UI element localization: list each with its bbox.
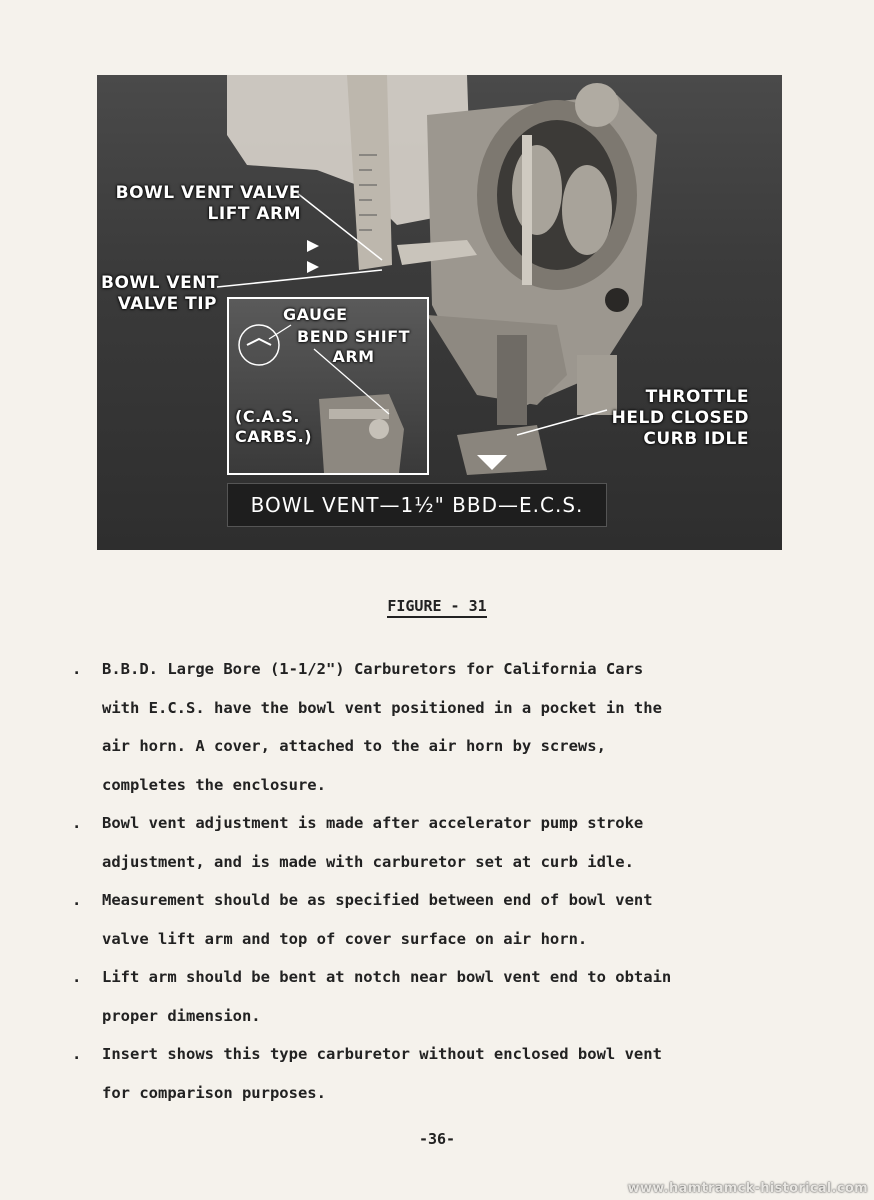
callout-line: VALVE TIP (117, 294, 217, 314)
callout-line: ARM (332, 347, 375, 366)
callout-line: GAUGE (283, 305, 348, 324)
page-number: -36- (418, 1130, 456, 1148)
cas-carbs-inset (227, 297, 429, 475)
bullet-line: Lift arm should be bent at notch near bowl vent end to obtain (102, 968, 672, 986)
callout-bowl-vent-valve-tip (101, 273, 220, 315)
bullet-item (72, 804, 812, 881)
bullet-marker: . (72, 814, 82, 832)
callout-line: BOWL VENT (101, 273, 220, 293)
inset-cas-carbs-label (235, 407, 312, 447)
callout-line: BOWL VENT VALVE (115, 183, 301, 203)
bullet-line: valve lift arm and top of cover surface on air horn. (102, 929, 588, 948)
bullet-list (72, 650, 812, 1112)
bullet-line: Measurement should be as specified between end of bowl vent (102, 891, 653, 909)
bullet-line: Bowl vent adjustment is made after accelerator pump stroke (102, 814, 644, 832)
bullet-item (72, 1035, 812, 1112)
bullet-line: air horn. A cover, attached to the air horn by screws, (102, 737, 606, 755)
callout-line: HELD CLOSED (611, 408, 749, 428)
bullet-marker: . (72, 968, 82, 986)
bullet-item (72, 958, 812, 1035)
figure-caption-bar: BOWL VENT—1½" BBD—E.C.S. (227, 483, 607, 527)
bullet-line: completes the enclosure. (102, 775, 326, 794)
carburetor-photo (97, 75, 782, 550)
bullet-line: B.B.D. Large Bore (1-1/2") Carburetors for California Cars (102, 660, 644, 678)
callout-line: CURB IDLE (643, 429, 749, 449)
bullet-marker: . (72, 1045, 82, 1063)
bullet-line: for comparison purposes. (102, 1083, 326, 1102)
bullet-marker: . (72, 660, 82, 678)
callout-line: (C.A.S. (235, 407, 300, 426)
bullet-line: adjustment, and is made with carburetor set at curb idle. (102, 852, 634, 871)
bullet-marker: . (72, 891, 82, 909)
figure-label (0, 597, 874, 615)
callout-throttle-held-closed (597, 387, 749, 450)
callout-line: THROTTLE (645, 387, 749, 407)
callout-line: LIFT ARM (207, 204, 301, 224)
inset-gauge-label (283, 305, 348, 325)
figure-label-text: FIGURE - 31 (387, 597, 486, 618)
callout-line: BEND SHIFT (297, 327, 411, 346)
bullet-item (72, 650, 812, 804)
site-watermark: www.hamtramck-historical.com (627, 1181, 868, 1196)
bullet-line: with E.C.S. have the bowl vent positioned in a pocket in the (102, 698, 662, 717)
callout-line: CARBS.) (235, 427, 313, 446)
bullet-item (72, 881, 812, 958)
inset-bend-shift-arm-label (297, 327, 410, 367)
callout-bowl-vent-valve-lift-arm (101, 183, 301, 225)
bullet-line: proper dimension. (102, 1006, 261, 1025)
bullet-line: Insert shows this type carburetor without enclosed bowl vent (102, 1045, 662, 1063)
